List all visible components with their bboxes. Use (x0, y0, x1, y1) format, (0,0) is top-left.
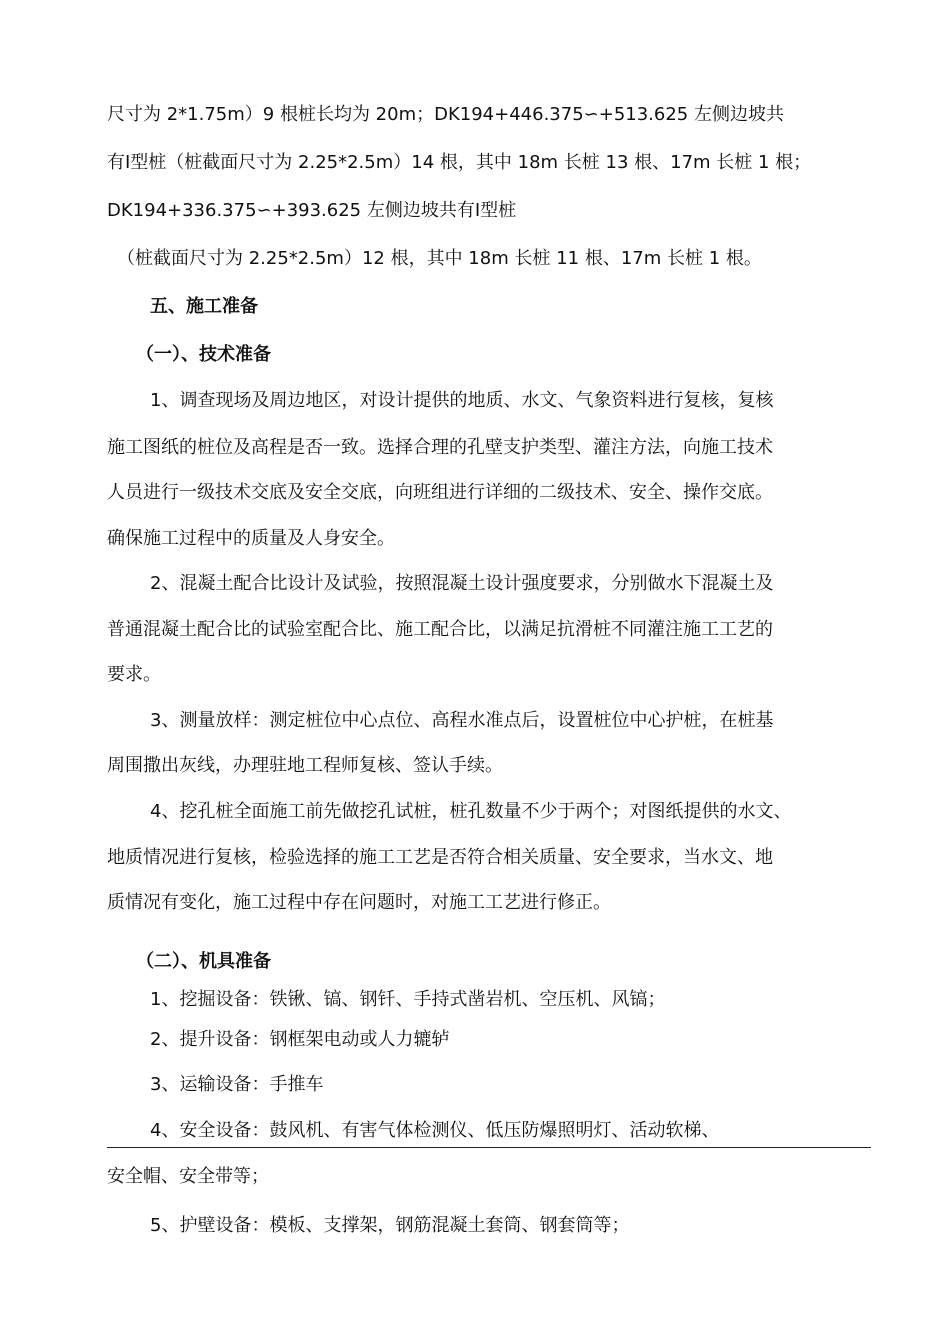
body-text-line: 人员进行一级技术交底及安全交底，向班组进行详细的二级技术、安全、操作交底。 (107, 482, 773, 503)
body-text-line: 施工图纸的桩位及高程是否一致。选择合理的孔壁支护类型、灌注方法，向施工技术 (107, 437, 773, 458)
subsection-heading: （二）、机具准备 (136, 951, 271, 972)
list-item: 2、提升设备：钢框架电动或人力辘轳 (150, 1029, 450, 1050)
body-text-line: 4、挖孔桩全面施工前先做挖孔试桩，桩孔数量不少于两个；对图纸提供的水文、 (150, 801, 792, 822)
body-text-line: 要求。 (107, 664, 161, 685)
body-text-line: （桩截面尺寸为 2.25*2.5m）12 根，其中 18m 长桩 11 根、17m 长桩 1 根。 (117, 248, 762, 269)
body-text-line: 2、混凝土配合比设计及试验，按照混凝土设计强度要求，分别做水下混凝土及 (150, 573, 774, 594)
list-item: 4、安全设备：鼓风机、有害气体检测仪、低压防爆照明灯、活动软梯、 (150, 1120, 720, 1141)
list-item: 3、运输设备：手推车 (150, 1074, 324, 1095)
horizontal-divider (107, 1147, 871, 1148)
body-text-line: 确保施工过程中的质量及人身安全。 (107, 528, 395, 549)
body-text-line: 质情况有变化，施工过程中存在问题时，对施工工艺进行修正。 (107, 892, 611, 913)
body-text-line: 周围撒出灰线，办理驻地工程师复核、签认手续。 (107, 755, 503, 776)
body-text-line: 地质情况进行复核，检验选择的施工工艺是否符合相关质量、安全要求，当水文、地 (107, 847, 773, 868)
section-heading: 五、施工准备 (150, 296, 258, 317)
body-text-line: 有Ⅰ型桩（桩截面尺寸为 2.25*2.5m）14 根，其中 18m 长桩 13 根、17m 长桩 1 根； (107, 152, 812, 173)
body-text-line: 尺寸为 2*1.75m）9 根桩长均为 20m；DK194+446.375∽+513.625 左侧边坡共 (107, 104, 784, 125)
subsection-heading: （一）、技术准备 (136, 344, 271, 365)
body-text-line: DK194+336.375∽+393.625 左侧边坡共有Ⅰ型桩 (107, 200, 517, 221)
list-item: 5、护壁设备：模板、支撑架，钢筋混凝土套筒、钢套筒等； (150, 1215, 630, 1236)
list-item-continuation: 安全帽、安全带等； (107, 1166, 269, 1187)
list-item: 1、挖掘设备：铁锹、镐、钢钎、手持式凿岩机、空压机、风镐； (150, 989, 666, 1010)
body-text-line: 1、调查现场及周边地区，对设计提供的地质、水文、气象资料进行复核，复核 (150, 390, 774, 411)
body-text-line: 普通混凝土配合比的试验室配合比、施工配合比，以满足抗滑桩不同灌注施工工艺的 (107, 619, 773, 640)
body-text-line: 3、测量放样：测定桩位中心点位、高程水准点后，设置桩位中心护桩，在桩基 (150, 710, 774, 731)
